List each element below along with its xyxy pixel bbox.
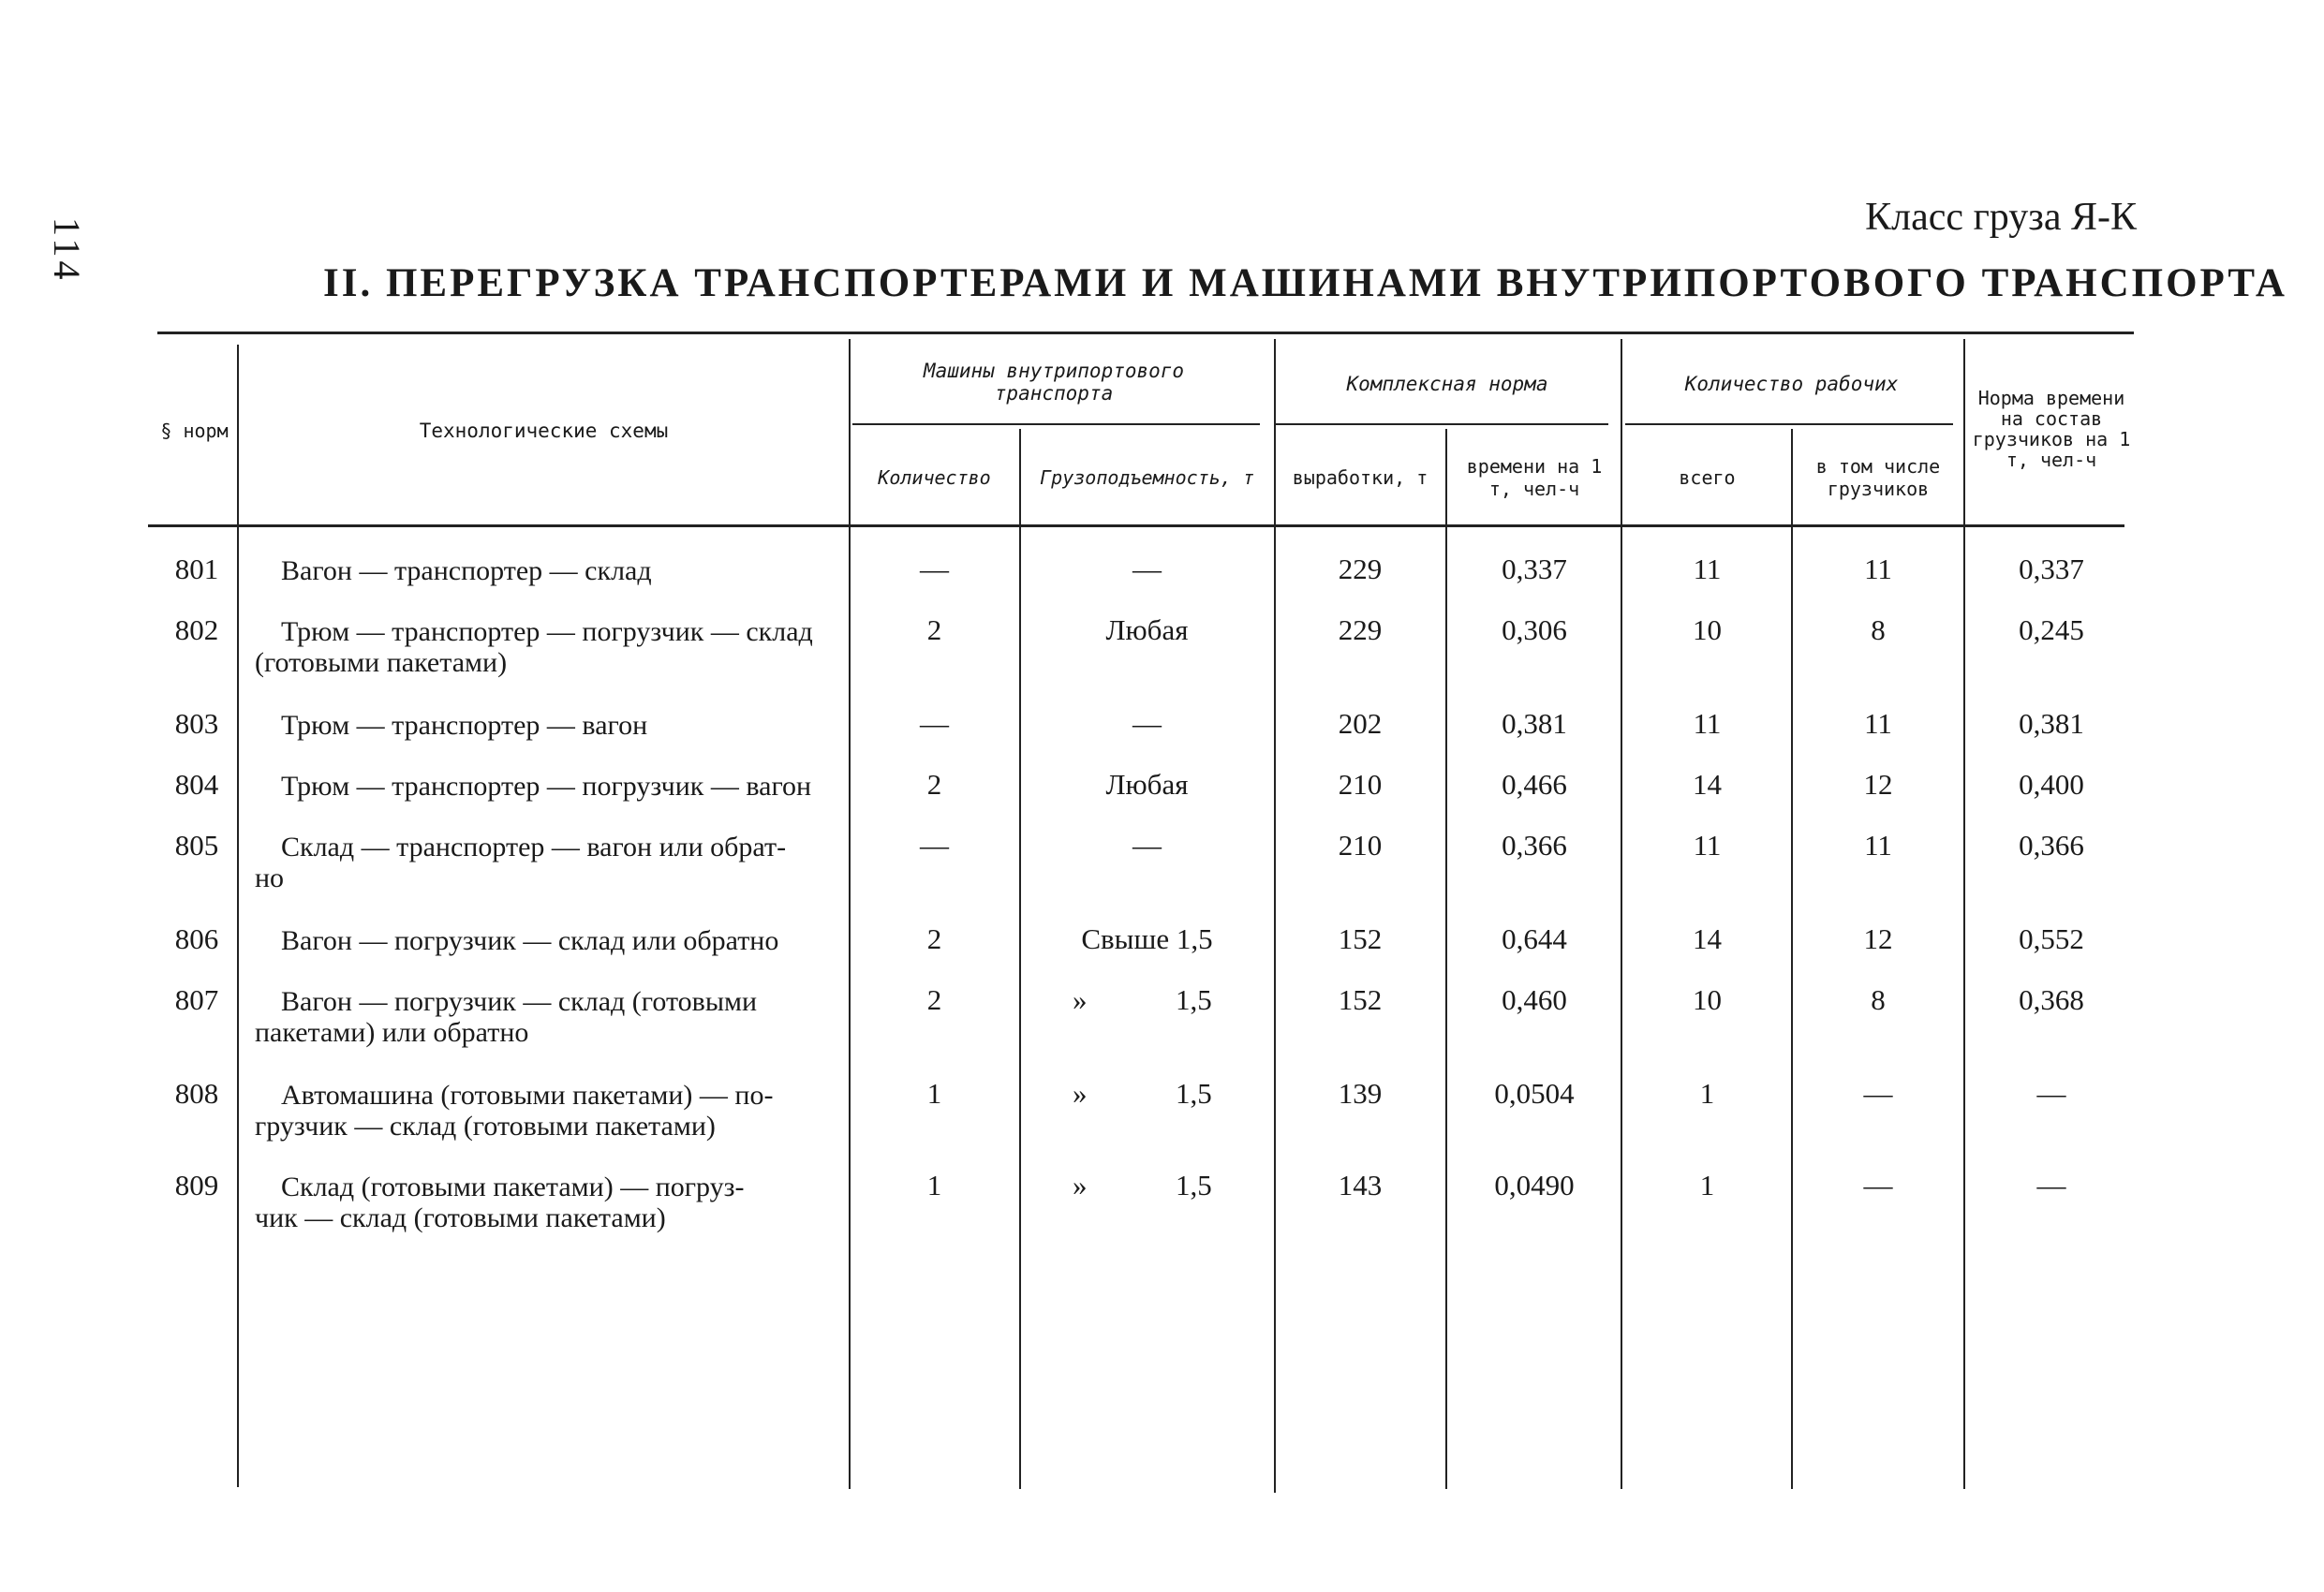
workers-total-cell: 10 (1693, 983, 1722, 1016)
workers-loaders-cell: 11 (1864, 829, 1892, 862)
workers-total-cell: 1 (1699, 1169, 1715, 1201)
page-number: 114 (46, 217, 88, 284)
norm-time-cell: 0,245 (2019, 613, 2084, 646)
capacity-cell: Любая (1105, 613, 1189, 646)
output-cell: 139 (1338, 1077, 1383, 1110)
norm-time-cell: — (2036, 1169, 2066, 1201)
norm-cell: 809 (174, 1169, 219, 1201)
time-cell: 0,306 (1502, 613, 1567, 646)
scheme-line: Трюм — транспортер — погрузчик — склад (281, 616, 813, 647)
output-cell: 202 (1338, 707, 1383, 740)
col-divider-5 (1445, 429, 1447, 1489)
machines-count-cell: 2 (926, 613, 942, 646)
capacity-cell: Любая (1105, 768, 1189, 801)
header-machines-count: Количество (878, 466, 991, 489)
norm-time-cell: 0,366 (2019, 829, 2084, 862)
norm-cell: 805 (174, 829, 219, 862)
capacity-ditto-mark: » (1073, 1077, 1088, 1110)
scheme-line: Склад (готовыми пакетами) — погруз- (281, 1172, 745, 1202)
table-top-rule (157, 332, 2134, 334)
capacity-cell: — (1132, 829, 1162, 862)
col-divider-6 (1621, 339, 1622, 1489)
time-cell: 0,0504 (1494, 1077, 1575, 1110)
norm-cell: 804 (174, 768, 219, 801)
norm-cell: 801 (174, 553, 219, 585)
workers-sub-rule (1625, 423, 1953, 425)
output-cell: 152 (1338, 983, 1383, 1016)
header-schemes: Технологические схемы (419, 420, 669, 442)
scheme-line: Трюм — транспортер — вагон (281, 710, 648, 741)
scheme-line-continued: чик — склад (готовыми пакетами) (255, 1202, 666, 1233)
time-cell: 0,644 (1502, 922, 1567, 955)
workers-total-cell: 10 (1693, 613, 1722, 646)
workers-loaders-cell: 11 (1864, 707, 1892, 740)
norm-cell: 803 (174, 707, 219, 740)
scheme-line: Автомашина (готовыми пакетами) — по- (281, 1080, 774, 1111)
workers-loaders-cell: — (1863, 1169, 1893, 1201)
output-cell: 229 (1338, 553, 1383, 585)
header-time: времени на 1 т, чел-ч (1466, 455, 1603, 500)
workers-total-cell: 14 (1693, 768, 1722, 801)
header-bottom-rule (148, 524, 2124, 527)
header-machines: Машины внутрипортового транспорта (923, 360, 1185, 405)
col-divider-3 (1019, 429, 1021, 1489)
header-norm: § норм (160, 420, 229, 442)
machines-sub-rule (852, 423, 1260, 425)
header-workers-loaders: в том числе грузчиков (1815, 455, 1941, 500)
time-cell: 0,0490 (1494, 1169, 1575, 1201)
scheme-line: Вагон — погрузчик — склад (готовыми (281, 986, 758, 1017)
col-divider-2 (849, 339, 851, 1489)
capacity-ditto-mark: » (1073, 1169, 1088, 1201)
workers-loaders-cell: 11 (1864, 553, 1892, 585)
scheme-line-continued: пакетами) или обратно (255, 1017, 529, 1048)
capacity-cell: — (1132, 553, 1162, 585)
header-workers-total: всего (1679, 466, 1736, 489)
cargo-class-label: Класс груза Я-К (1865, 196, 2137, 239)
header-workers: Количество рабочих (1684, 373, 1899, 395)
norm-time-cell: — (2036, 1077, 2066, 1110)
machines-count-cell: — (920, 829, 949, 862)
workers-loaders-cell: — (1863, 1077, 1893, 1110)
header-output: выработки, т (1292, 466, 1428, 489)
col-divider-4 (1274, 339, 1276, 1493)
header-norm-time: Норма времени на состав грузчиков на 1 т, чел-ч (1972, 387, 2131, 471)
workers-loaders-cell: 8 (1871, 613, 1886, 646)
machines-count-cell: 2 (926, 922, 942, 955)
scheme-line-continued: но (255, 862, 285, 893)
norm-time-cell: 0,381 (2019, 707, 2084, 740)
section-title: II. ПЕРЕГРУЗКА ТРАНСПОРТЕРАМИ И МАШИНАМИ ВНУТРИПОРТОВОГО ТРАНСПОРТА (323, 261, 2287, 305)
norm-cell: 808 (174, 1077, 219, 1110)
machines-count-cell: 1 (926, 1169, 942, 1201)
scheme-line: Вагон — погрузчик — склад или обратно (281, 925, 779, 956)
capacity-ditto-mark: » (1073, 983, 1088, 1016)
time-cell: 0,460 (1502, 983, 1567, 1016)
scheme-line-continued: грузчик — склад (готовыми пакетами) (255, 1111, 716, 1142)
capacity-cell: 1,5 (1176, 1169, 1212, 1201)
norm-cell: 806 (174, 922, 219, 955)
time-cell: 0,337 (1502, 553, 1567, 585)
time-cell: 0,366 (1502, 829, 1567, 862)
output-cell: 210 (1338, 829, 1383, 862)
workers-loaders-cell: 12 (1863, 768, 1893, 801)
norm-cell: 807 (174, 983, 219, 1016)
capacity-cell: Свыше 1,5 (1081, 922, 1213, 955)
scheme-line: Склад — транспортер — вагон или обрат- (281, 832, 787, 862)
capacity-cell: 1,5 (1176, 1077, 1212, 1110)
workers-loaders-cell: 12 (1863, 922, 1893, 955)
header-complex-norm: Комплексная норма (1346, 373, 1548, 395)
header-machines-capacity: Грузоподъемность, т (1040, 466, 1254, 489)
output-cell: 210 (1338, 768, 1383, 801)
norm-cell: 802 (174, 613, 219, 646)
workers-total-cell: 14 (1693, 922, 1722, 955)
complex-sub-rule (1276, 423, 1608, 425)
norm-time-cell: 0,400 (2019, 768, 2084, 801)
scheme-line-continued: (готовыми пакетами) (255, 647, 508, 678)
capacity-cell: 1,5 (1176, 983, 1212, 1016)
scheme-line: Трюм — транспортер — погрузчик — вагон (281, 771, 812, 802)
col-divider-7 (1791, 429, 1793, 1489)
output-cell: 152 (1338, 922, 1383, 955)
col-divider-1 (237, 345, 239, 1487)
workers-total-cell: 11 (1693, 829, 1722, 862)
machines-count-cell: — (920, 707, 949, 740)
workers-total-cell: 11 (1693, 553, 1722, 585)
norm-time-cell: 0,337 (2019, 553, 2084, 585)
col-divider-8 (1963, 339, 1965, 1489)
machines-count-cell: — (920, 553, 949, 585)
norm-time-cell: 0,368 (2019, 983, 2084, 1016)
output-cell: 229 (1338, 613, 1383, 646)
scheme-line: Вагон — транспортер — склад (281, 555, 652, 586)
workers-loaders-cell: 8 (1871, 983, 1886, 1016)
output-cell: 143 (1338, 1169, 1383, 1201)
workers-total-cell: 11 (1693, 707, 1722, 740)
capacity-cell: — (1132, 707, 1162, 740)
machines-count-cell: 1 (926, 1077, 942, 1110)
machines-count-cell: 2 (926, 768, 942, 801)
norm-time-cell: 0,552 (2019, 922, 2084, 955)
time-cell: 0,381 (1502, 707, 1567, 740)
machines-count-cell: 2 (926, 983, 942, 1016)
time-cell: 0,466 (1502, 768, 1567, 801)
workers-total-cell: 1 (1699, 1077, 1715, 1110)
